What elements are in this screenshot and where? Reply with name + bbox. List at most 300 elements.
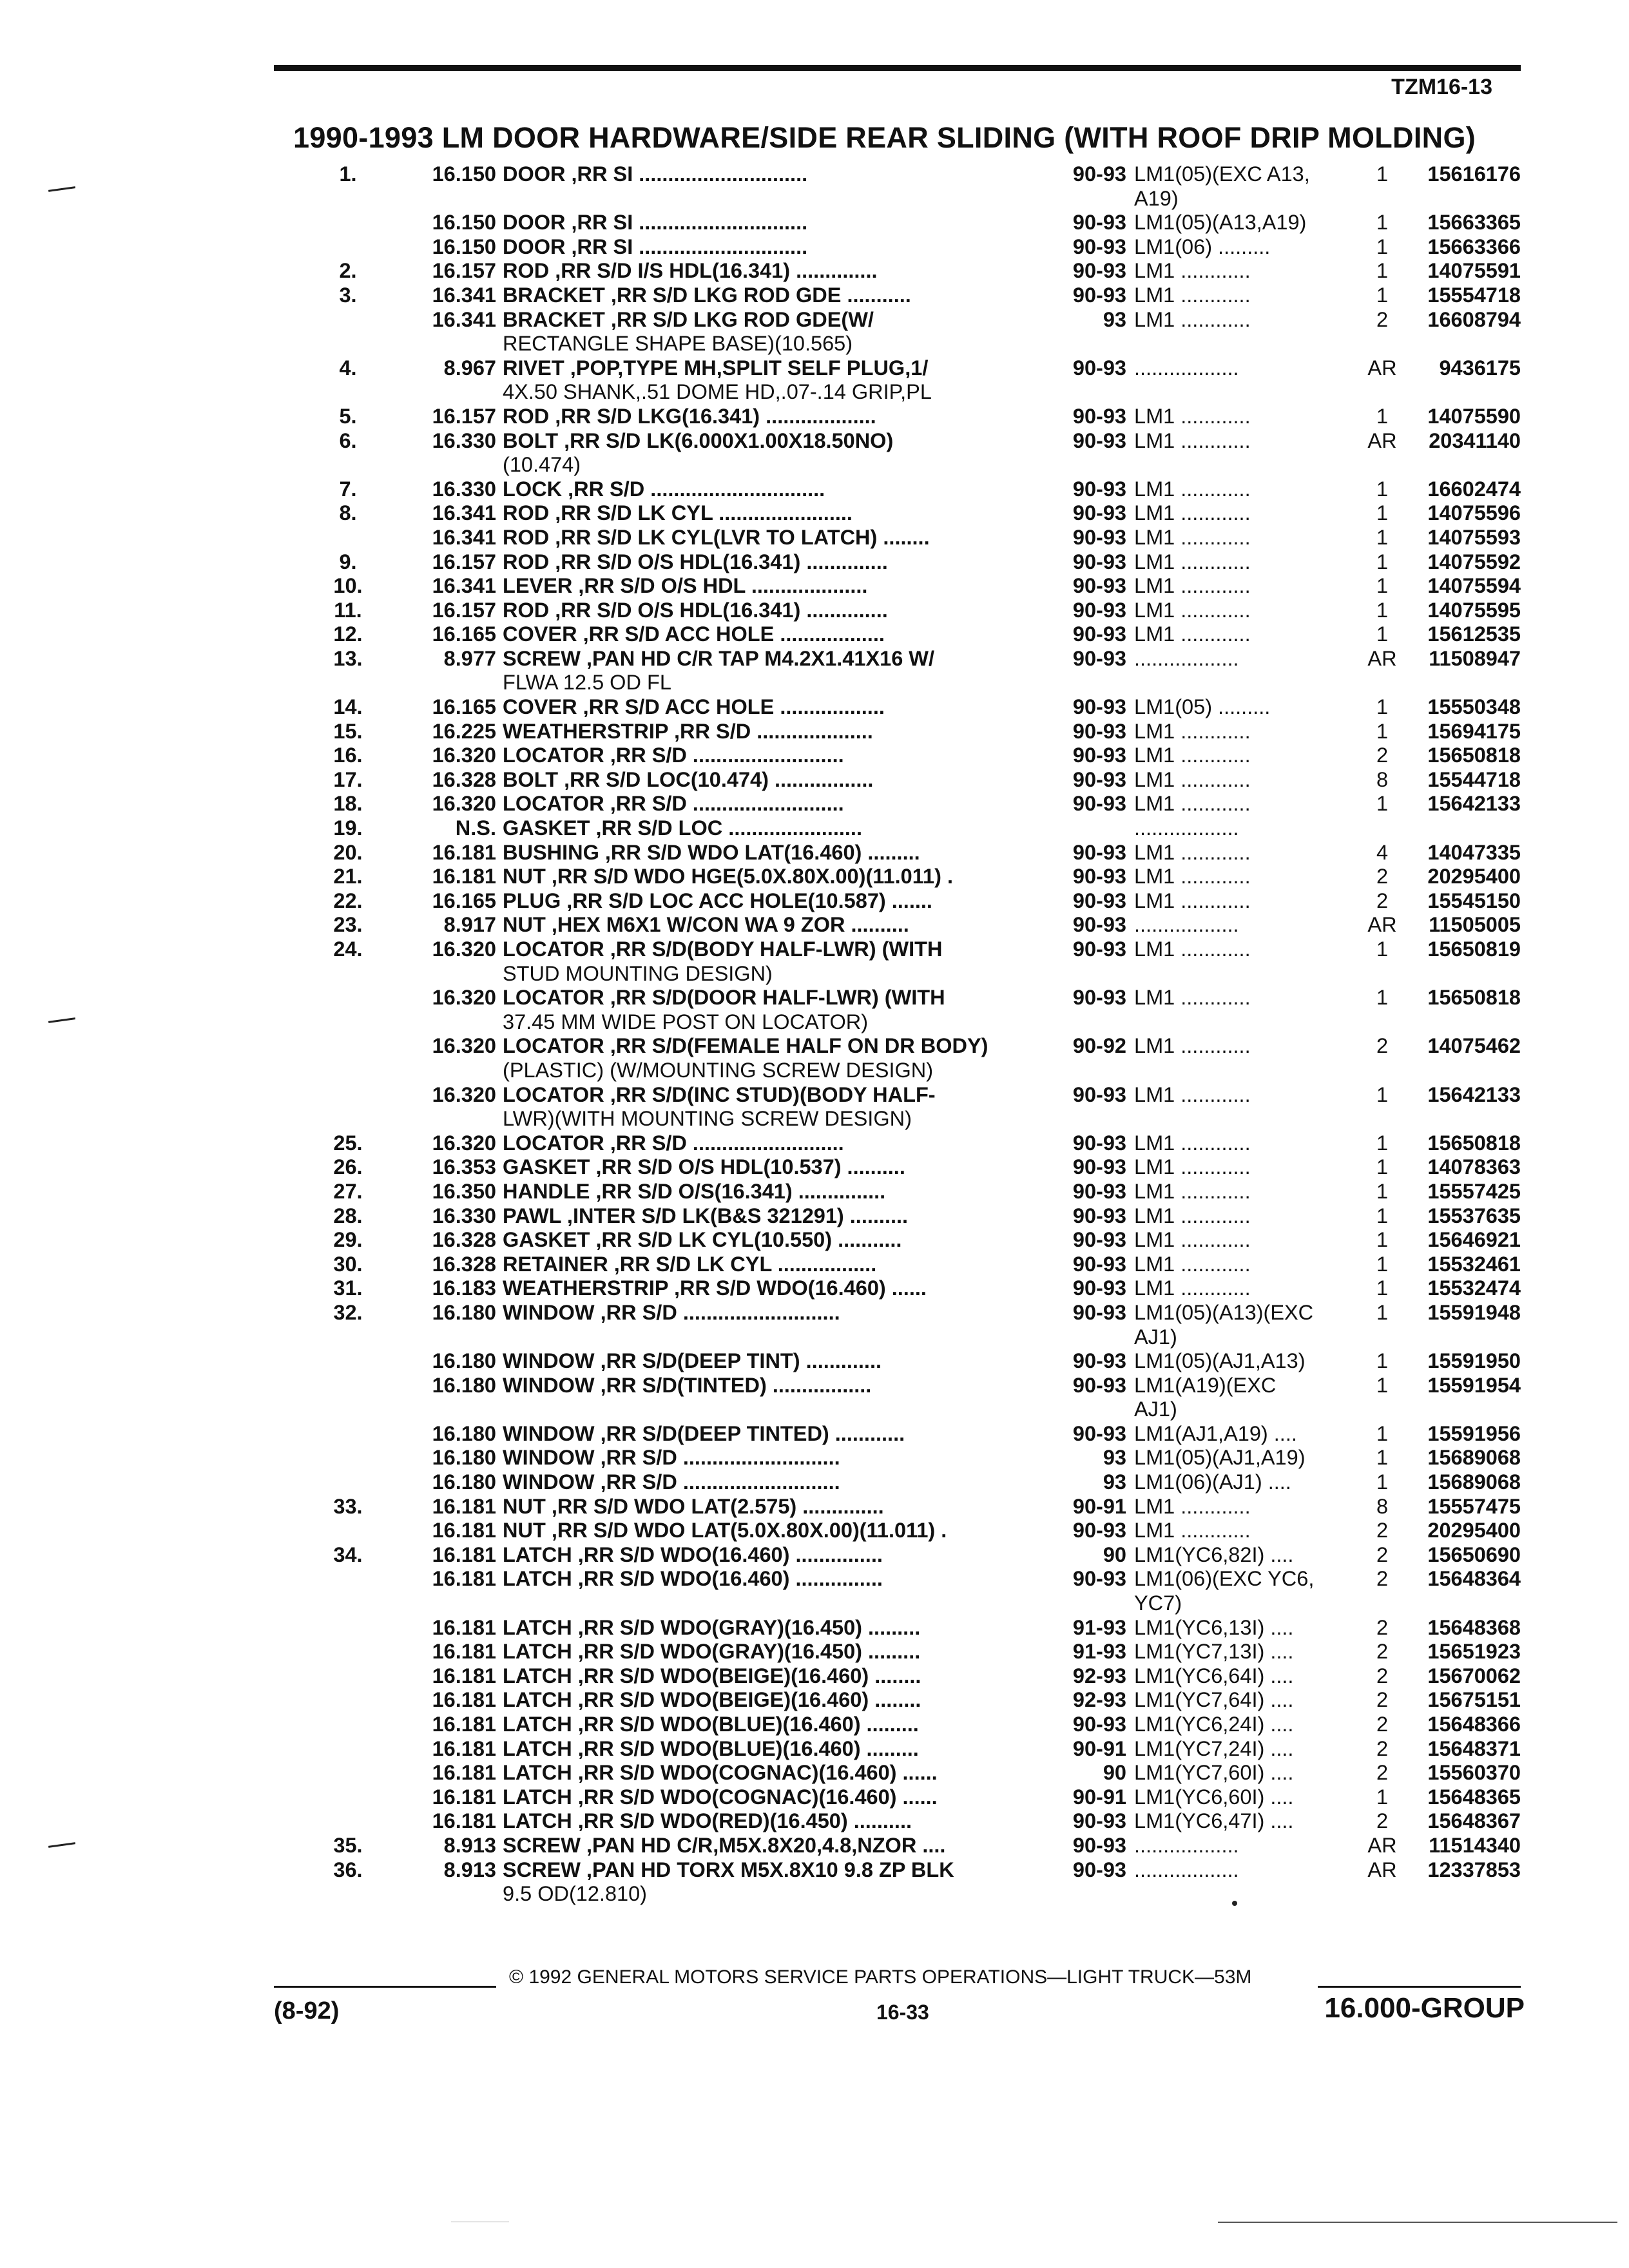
group-number (393, 1010, 503, 1035)
quantity: 1 (1376, 1204, 1389, 1227)
part-number: 15532461 (1427, 1252, 1521, 1276)
part-number: 14075590 (1427, 404, 1521, 428)
quantity: 2 (1376, 1809, 1389, 1833)
quantity: 1 (1376, 1446, 1389, 1470)
model-years: 90-93 (1072, 1276, 1126, 1300)
group-number: 16.150 (432, 235, 496, 258)
quantity: 8 (1376, 767, 1389, 791)
ref-number (303, 962, 393, 986)
model-usage: .................. (1134, 356, 1239, 380)
model-years: 90-93 (1072, 283, 1126, 307)
model-usage: LM1 ............ (1134, 259, 1251, 283)
parts-row (303, 647, 1521, 671)
parts-row (303, 1276, 1521, 1301)
part-description: WINDOW ,RR S/D(DEEP TINT) ............. (503, 1349, 882, 1373)
model-years: 92-93 (1072, 1688, 1126, 1712)
part-number: 14075592 (1427, 550, 1521, 573)
model-years: 90-93 (1072, 792, 1126, 816)
part-number: 15670062 (1427, 1664, 1521, 1687)
model-years (1050, 453, 1134, 477)
quantity: 1 (1376, 598, 1389, 622)
group-number (393, 332, 503, 356)
part-number: 15651923 (1427, 1640, 1521, 1664)
model-usage (1134, 1010, 1360, 1035)
model-years: 90-93 (1072, 1373, 1126, 1397)
model-usage: AJ1) (1134, 1398, 1177, 1421)
quantity: AR (1367, 913, 1397, 937)
parts-row (303, 1761, 1521, 1785)
part-description: SCREW ,PAN HD C/R TAP M4.2X1.41X16 W/ (503, 646, 935, 670)
parts-row (303, 526, 1521, 550)
quantity: AR (1367, 1858, 1397, 1881)
model-usage: LM1 ............ (1134, 501, 1251, 525)
part-description: WINDOW ,RR S/D(DEEP TINTED) ............ (503, 1421, 905, 1445)
part-description: LOCATOR ,RR S/D .......................... (503, 792, 844, 816)
part-description (503, 1398, 1050, 1422)
ref-number (303, 1519, 393, 1543)
ref-number: 5. (339, 404, 357, 428)
ref-number (303, 1737, 393, 1762)
part-description: LATCH ,RR S/D WDO(GRAY)(16.450) ......... (503, 1640, 921, 1664)
part-description: NUT ,RR S/D WDO LAT(5.0X.80X.00)(11.011) . (503, 1519, 947, 1542)
parts-row (303, 1010, 1521, 1035)
part-number (1405, 671, 1521, 695)
part-description: FLWA 12.5 OD FL (503, 671, 671, 695)
parts-row (303, 1180, 1521, 1204)
quantity: 1 (1376, 501, 1389, 525)
part-number: 20295400 (1427, 1519, 1521, 1542)
part-number: 14075596 (1427, 501, 1521, 525)
quantity (1360, 380, 1405, 405)
part-description: LWR)(WITH MOUNTING SCREW DESIGN) (503, 1107, 912, 1131)
model-years: 90-92 (1072, 1034, 1126, 1058)
part-description: BUSHING ,RR S/D WDO LAT(16.460) ......... (503, 840, 920, 864)
part-number: 15663366 (1427, 235, 1521, 258)
ref-number (303, 1059, 393, 1083)
part-number: 15560370 (1427, 1761, 1521, 1785)
part-description: LATCH ,RR S/D WDO(16.460) ............... (503, 1567, 883, 1591)
part-number: 15675151 (1427, 1688, 1521, 1712)
part-description: LOCATOR ,RR S/D(BODY HALF-LWR) (WITH (503, 937, 943, 961)
quantity: 1 (1376, 162, 1389, 186)
part-number (1405, 1398, 1521, 1422)
quantity: 2 (1376, 1761, 1389, 1785)
group-number: 16.150 (432, 211, 496, 235)
parts-row (303, 1713, 1521, 1737)
footer-copyright: © 1992 GENERAL MOTORS SERVICE PARTS OPERATIONS—LIGHT TRUCK—53M (509, 1966, 1252, 1988)
quantity: 8 (1376, 1494, 1389, 1518)
quantity: AR (1367, 646, 1397, 670)
model-usage: LM1(06) ......... (1134, 235, 1271, 258)
ref-number: 23. (333, 913, 363, 937)
part-number: 14075595 (1427, 598, 1521, 622)
part-description: LOCK ,RR S/D .............................. (503, 477, 825, 501)
group-number: 16.157 (432, 404, 496, 428)
model-years (1050, 1010, 1134, 1035)
model-usage: LM1(YC6,24I) .... (1134, 1713, 1294, 1736)
ref-number (303, 526, 393, 550)
part-number: 15554718 (1427, 283, 1521, 307)
model-years: 90-91 (1072, 1736, 1126, 1760)
quantity: 1 (1376, 1785, 1389, 1809)
group-number: 16.165 (432, 889, 496, 912)
ref-number (303, 671, 393, 695)
part-number: 20295400 (1427, 865, 1521, 889)
ref-number (303, 1398, 393, 1422)
ref-number: 15. (333, 719, 363, 743)
ref-number (303, 1470, 393, 1495)
model-years: 90-93 (1072, 550, 1126, 573)
part-description: COVER ,RR S/D ACC HOLE .................. (503, 695, 885, 719)
group-number: 16.181 (432, 1785, 496, 1809)
model-years: 90-93 (1072, 1204, 1126, 1227)
quantity (1360, 1059, 1405, 1083)
part-description: ROD ,RR S/D I/S HDL(16.341) .............. (503, 259, 878, 283)
group-number: 16.180 (432, 1421, 496, 1445)
parts-row (303, 429, 1521, 454)
part-description: LATCH ,RR S/D WDO(BEIGE)(16.460) ........ (503, 1664, 921, 1687)
group-number: 16.181 (432, 1688, 496, 1712)
parts-row (303, 1664, 1521, 1689)
parts-row (303, 671, 1521, 695)
model-usage: A19) (1134, 186, 1179, 210)
ref-number (303, 308, 393, 332)
group-number (393, 671, 503, 695)
parts-row (303, 1640, 1521, 1664)
group-number: 16.181 (432, 1761, 496, 1785)
quantity: 2 (1376, 1615, 1389, 1639)
group-number: 16.328 (432, 767, 496, 791)
parts-row (303, 792, 1521, 816)
parts-row (303, 477, 1521, 502)
model-years: 90-93 (1072, 477, 1126, 501)
parts-row (303, 1398, 1521, 1422)
part-number: 12337853 (1427, 1858, 1521, 1881)
group-number (393, 1398, 503, 1422)
group-number: 16.181 (432, 1567, 496, 1591)
ref-number (303, 187, 393, 211)
part-number: 15648368 (1427, 1615, 1521, 1639)
model-usage: LM1(06)(AJ1) .... (1134, 1470, 1291, 1494)
ref-number (303, 211, 393, 235)
model-years: 90-93 (1072, 598, 1126, 622)
model-usage (1134, 962, 1360, 986)
part-description: 4X.50 SHANK,.51 DOME HD,.07-.14 GRIP,PL (503, 380, 932, 404)
footer-group: 16.000-GROUP (1324, 1992, 1525, 2024)
parts-row (303, 962, 1521, 986)
part-number: 15544718 (1427, 767, 1521, 791)
part-description: RETAINER ,RR S/D LK CYL ................. (503, 1252, 877, 1276)
part-number: 15642133 (1427, 1082, 1521, 1106)
part-number: 15648371 (1427, 1736, 1521, 1760)
parts-row (303, 162, 1521, 187)
group-number: 16.157 (432, 259, 496, 283)
quantity: 1 (1376, 1179, 1389, 1203)
part-number: 15650818 (1427, 1131, 1521, 1155)
model-usage: YC7) (1134, 1591, 1182, 1615)
model-years: 93 (1103, 1446, 1126, 1470)
model-years: 90-93 (1072, 1300, 1126, 1324)
part-number (1405, 380, 1521, 405)
group-number (393, 962, 503, 986)
group-number: 8.917 (443, 913, 496, 937)
part-description: BRACKET ,RR S/D LKG ROD GDE ........... (503, 283, 911, 307)
model-usage: LM1 ............ (1134, 1252, 1251, 1276)
part-number (1405, 1107, 1521, 1131)
group-number: 16.341 (432, 307, 496, 331)
group-number: 16.180 (432, 1373, 496, 1397)
model-usage: LM1 ............ (1134, 1276, 1251, 1300)
model-usage: LM1(A19)(EXC (1134, 1373, 1277, 1397)
ref-number: 28. (333, 1204, 363, 1227)
model-years: 93 (1103, 1470, 1126, 1494)
part-description: RIVET ,POP,TYPE MH,SPLIT SELF PLUG,1/ (503, 356, 929, 380)
parts-row (303, 1204, 1521, 1229)
group-number (393, 1882, 503, 1907)
part-description: LATCH ,RR S/D WDO(COGNAC)(16.460) ...... (503, 1761, 938, 1785)
parts-row (303, 356, 1521, 381)
parts-row (303, 720, 1521, 744)
group-number: 16.225 (432, 719, 496, 743)
ref-number (303, 1882, 393, 1907)
ref-number: 31. (333, 1276, 363, 1300)
quantity (1360, 1107, 1405, 1131)
parts-row (303, 1422, 1521, 1446)
ref-number: 2. (339, 259, 357, 283)
parts-row (303, 453, 1521, 477)
part-description: WEATHERSTRIP ,RR S/D .................... (503, 719, 873, 743)
model-years: 90-93 (1072, 574, 1126, 598)
ref-number (303, 1785, 393, 1810)
group-number: 16.165 (432, 622, 496, 646)
quantity (1360, 1398, 1405, 1422)
model-years: 93 (1103, 307, 1126, 331)
group-number: 16.157 (432, 550, 496, 573)
part-number (1405, 1591, 1521, 1616)
model-years: 90-93 (1072, 211, 1126, 235)
parts-row (303, 744, 1521, 768)
model-years: 90-93 (1072, 646, 1126, 670)
part-description: SCREW ,PAN HD C/R,M5X.8X20,4.8,NZOR .... (503, 1833, 946, 1857)
ref-number (303, 1809, 393, 1834)
parts-row (303, 695, 1521, 720)
ref-number: 20. (333, 840, 363, 864)
model-usage: .................. (1134, 1833, 1239, 1857)
part-description: LOCATOR ,RR S/D .......................... (503, 744, 844, 767)
part-number: 15616176 (1427, 162, 1521, 186)
scan-artifact-line (1218, 2222, 1617, 2223)
part-number: 15650819 (1427, 937, 1521, 961)
parts-row (303, 865, 1521, 889)
group-number (393, 453, 503, 477)
part-number: 15557425 (1427, 1179, 1521, 1203)
model-usage: LM1 ............ (1134, 550, 1251, 573)
quantity: 2 (1376, 889, 1389, 912)
group-number: N.S. (455, 816, 496, 840)
model-years: 90-93 (1072, 1519, 1126, 1542)
ref-number (303, 1567, 393, 1591)
quantity: 2 (1376, 1664, 1389, 1687)
model-usage: LM1 ............ (1134, 744, 1251, 767)
model-years (1050, 1059, 1134, 1083)
quantity: 4 (1376, 840, 1389, 864)
quantity: 2 (1376, 307, 1389, 331)
group-number: 16.320 (432, 744, 496, 767)
quantity: 1 (1376, 1082, 1389, 1106)
part-description: NUT ,RR S/D WDO LAT(2.575) .............. (503, 1494, 884, 1518)
part-description: HANDLE ,RR S/D O/S(16.341) ............... (503, 1179, 886, 1203)
part-description: DOOR ,RR SI ............................. (503, 235, 808, 258)
ref-number (303, 1713, 393, 1737)
quantity: 2 (1376, 1567, 1389, 1591)
parts-row (303, 1809, 1521, 1834)
ref-number: 29. (333, 1228, 363, 1252)
group-number: 16.180 (432, 1349, 496, 1373)
ref-number: 9. (339, 550, 357, 573)
model-usage (1134, 1107, 1360, 1131)
ref-number: 14. (333, 695, 363, 719)
model-usage (1134, 671, 1360, 695)
ref-number (303, 1446, 393, 1470)
group-number: 16.180 (432, 1470, 496, 1494)
parts-row (303, 187, 1521, 211)
group-number: 16.341 (432, 574, 496, 598)
parts-row (303, 841, 1521, 865)
model-usage: LM1(05) ......... (1134, 695, 1271, 719)
group-number: 16.341 (432, 525, 496, 549)
part-number: 16602474 (1427, 477, 1521, 501)
parts-row (303, 284, 1521, 308)
ref-number (303, 1640, 393, 1664)
model-years: 90-93 (1072, 1082, 1126, 1106)
model-usage: LM1 ............ (1134, 865, 1251, 889)
quantity: 1 (1376, 283, 1389, 307)
stray-dot (1232, 1901, 1237, 1906)
footer-rule-left (274, 1986, 496, 1988)
model-usage: LM1 ............ (1134, 622, 1251, 646)
parts-row (303, 1059, 1521, 1083)
model-usage: LM1 ............ (1134, 986, 1251, 1010)
model-years: 90-93 (1072, 719, 1126, 743)
model-years: 90-93 (1072, 428, 1126, 452)
group-number: 8.977 (443, 646, 496, 670)
model-years: 91-93 (1072, 1640, 1126, 1664)
group-number: 16.183 (432, 1276, 496, 1300)
model-usage: LM1 ............ (1134, 1228, 1251, 1252)
part-description: ROD ,RR S/D LK CYL ....................... (503, 501, 853, 525)
part-number: 9436175 (1439, 356, 1521, 380)
quantity: 2 (1376, 1713, 1389, 1736)
part-description: LATCH ,RR S/D WDO(BLUE)(16.460) ......... (503, 1736, 919, 1760)
model-usage: LM1(YC7,24I) .... (1134, 1736, 1294, 1760)
part-description (503, 1591, 1050, 1616)
part-description: LOCATOR ,RR S/D(FEMALE HALF ON DR BODY) (503, 1034, 988, 1058)
group-number: 16.180 (432, 1300, 496, 1324)
model-years: 90-93 (1072, 889, 1126, 912)
parts-row (303, 1858, 1521, 1883)
model-usage: .................. (1134, 1858, 1239, 1881)
part-description: ROD ,RR S/D LKG(16.341) ................... (503, 404, 876, 428)
ref-number (303, 1591, 393, 1616)
model-usage: LM1 ............ (1134, 598, 1251, 622)
part-description: ROD ,RR S/D O/S HDL(16.341) .............. (503, 598, 888, 622)
model-usage: LM1 ............ (1134, 307, 1251, 331)
model-years: 90-93 (1072, 1155, 1126, 1179)
part-number: 15648364 (1427, 1567, 1521, 1591)
group-number: 16.180 (432, 1446, 496, 1470)
model-usage (1134, 332, 1360, 356)
model-usage: LM1 ............ (1134, 574, 1251, 598)
parts-row (303, 1688, 1521, 1713)
part-number: 15642133 (1427, 792, 1521, 816)
quantity: 2 (1376, 744, 1389, 767)
part-description: (PLASTIC) (W/MOUNTING SCREW DESIGN) (503, 1058, 934, 1082)
model-usage: AJ1) (1134, 1325, 1177, 1349)
model-years: 90 (1103, 1761, 1126, 1785)
group-number: 16.181 (432, 865, 496, 889)
model-years: 90-93 (1072, 1713, 1126, 1736)
group-number (393, 187, 503, 211)
quantity: 1 (1376, 937, 1389, 961)
group-number: 16.181 (432, 1713, 496, 1736)
model-usage: LM1(05)(AJ1,A13) (1134, 1349, 1306, 1373)
model-years (1050, 332, 1134, 356)
part-description: WEATHERSTRIP ,RR S/D WDO(16.460) ...... (503, 1276, 927, 1300)
group-number: 16.350 (432, 1179, 496, 1203)
margin-mark (48, 186, 75, 192)
part-description: DOOR ,RR SI ............................. (503, 162, 808, 186)
group-number: 16.181 (432, 1809, 496, 1833)
part-number (1405, 1882, 1521, 1907)
model-years (1050, 1398, 1134, 1422)
ref-number: 32. (333, 1300, 363, 1324)
ref-number (303, 1083, 393, 1108)
part-description: LOCATOR ,RR S/D(INC STUD)(BODY HALF- (503, 1082, 936, 1106)
model-usage: LM1 ............ (1134, 1131, 1251, 1155)
parts-row (303, 913, 1521, 937)
part-description: GASKET ,RR S/D LOC ....................... (503, 816, 862, 840)
quantity (1360, 332, 1405, 356)
part-description: RECTANGLE SHAPE BASE)(10.565) (503, 332, 853, 356)
part-number: 11505005 (1429, 913, 1521, 937)
group-number: 16.320 (432, 1082, 496, 1106)
parts-row (303, 599, 1521, 623)
part-number: 15591950 (1427, 1349, 1521, 1373)
part-description: WINDOW ,RR S/D(TINTED) ................. (503, 1373, 872, 1397)
quantity: AR (1367, 356, 1397, 380)
parts-row (303, 768, 1521, 793)
model-usage: LM1(YC6,60I) .... (1134, 1785, 1294, 1809)
quantity: 1 (1376, 1131, 1389, 1155)
group-number: 16.181 (432, 1736, 496, 1760)
part-description: PAWL ,INTER S/D LK(B&S 321291) .......... (503, 1204, 909, 1227)
model-usage: LM1(AJ1,A19) .... (1134, 1421, 1297, 1445)
group-number: 16.181 (432, 1519, 496, 1542)
model-years: 90-93 (1072, 1131, 1126, 1155)
group-number: 8.967 (443, 356, 496, 380)
quantity (1360, 816, 1405, 841)
parts-row (303, 1834, 1521, 1858)
group-number: 16.341 (432, 501, 496, 525)
model-usage: LM1(YC7,60I) .... (1134, 1761, 1294, 1785)
group-number: 16.181 (432, 1615, 496, 1639)
model-years (1050, 1107, 1134, 1131)
model-years: 90-93 (1072, 1567, 1126, 1591)
model-years: 90-93 (1072, 1228, 1126, 1252)
model-usage: LM1 ............ (1134, 283, 1251, 307)
quantity (1360, 1591, 1405, 1616)
ref-number: 1. (339, 162, 357, 186)
